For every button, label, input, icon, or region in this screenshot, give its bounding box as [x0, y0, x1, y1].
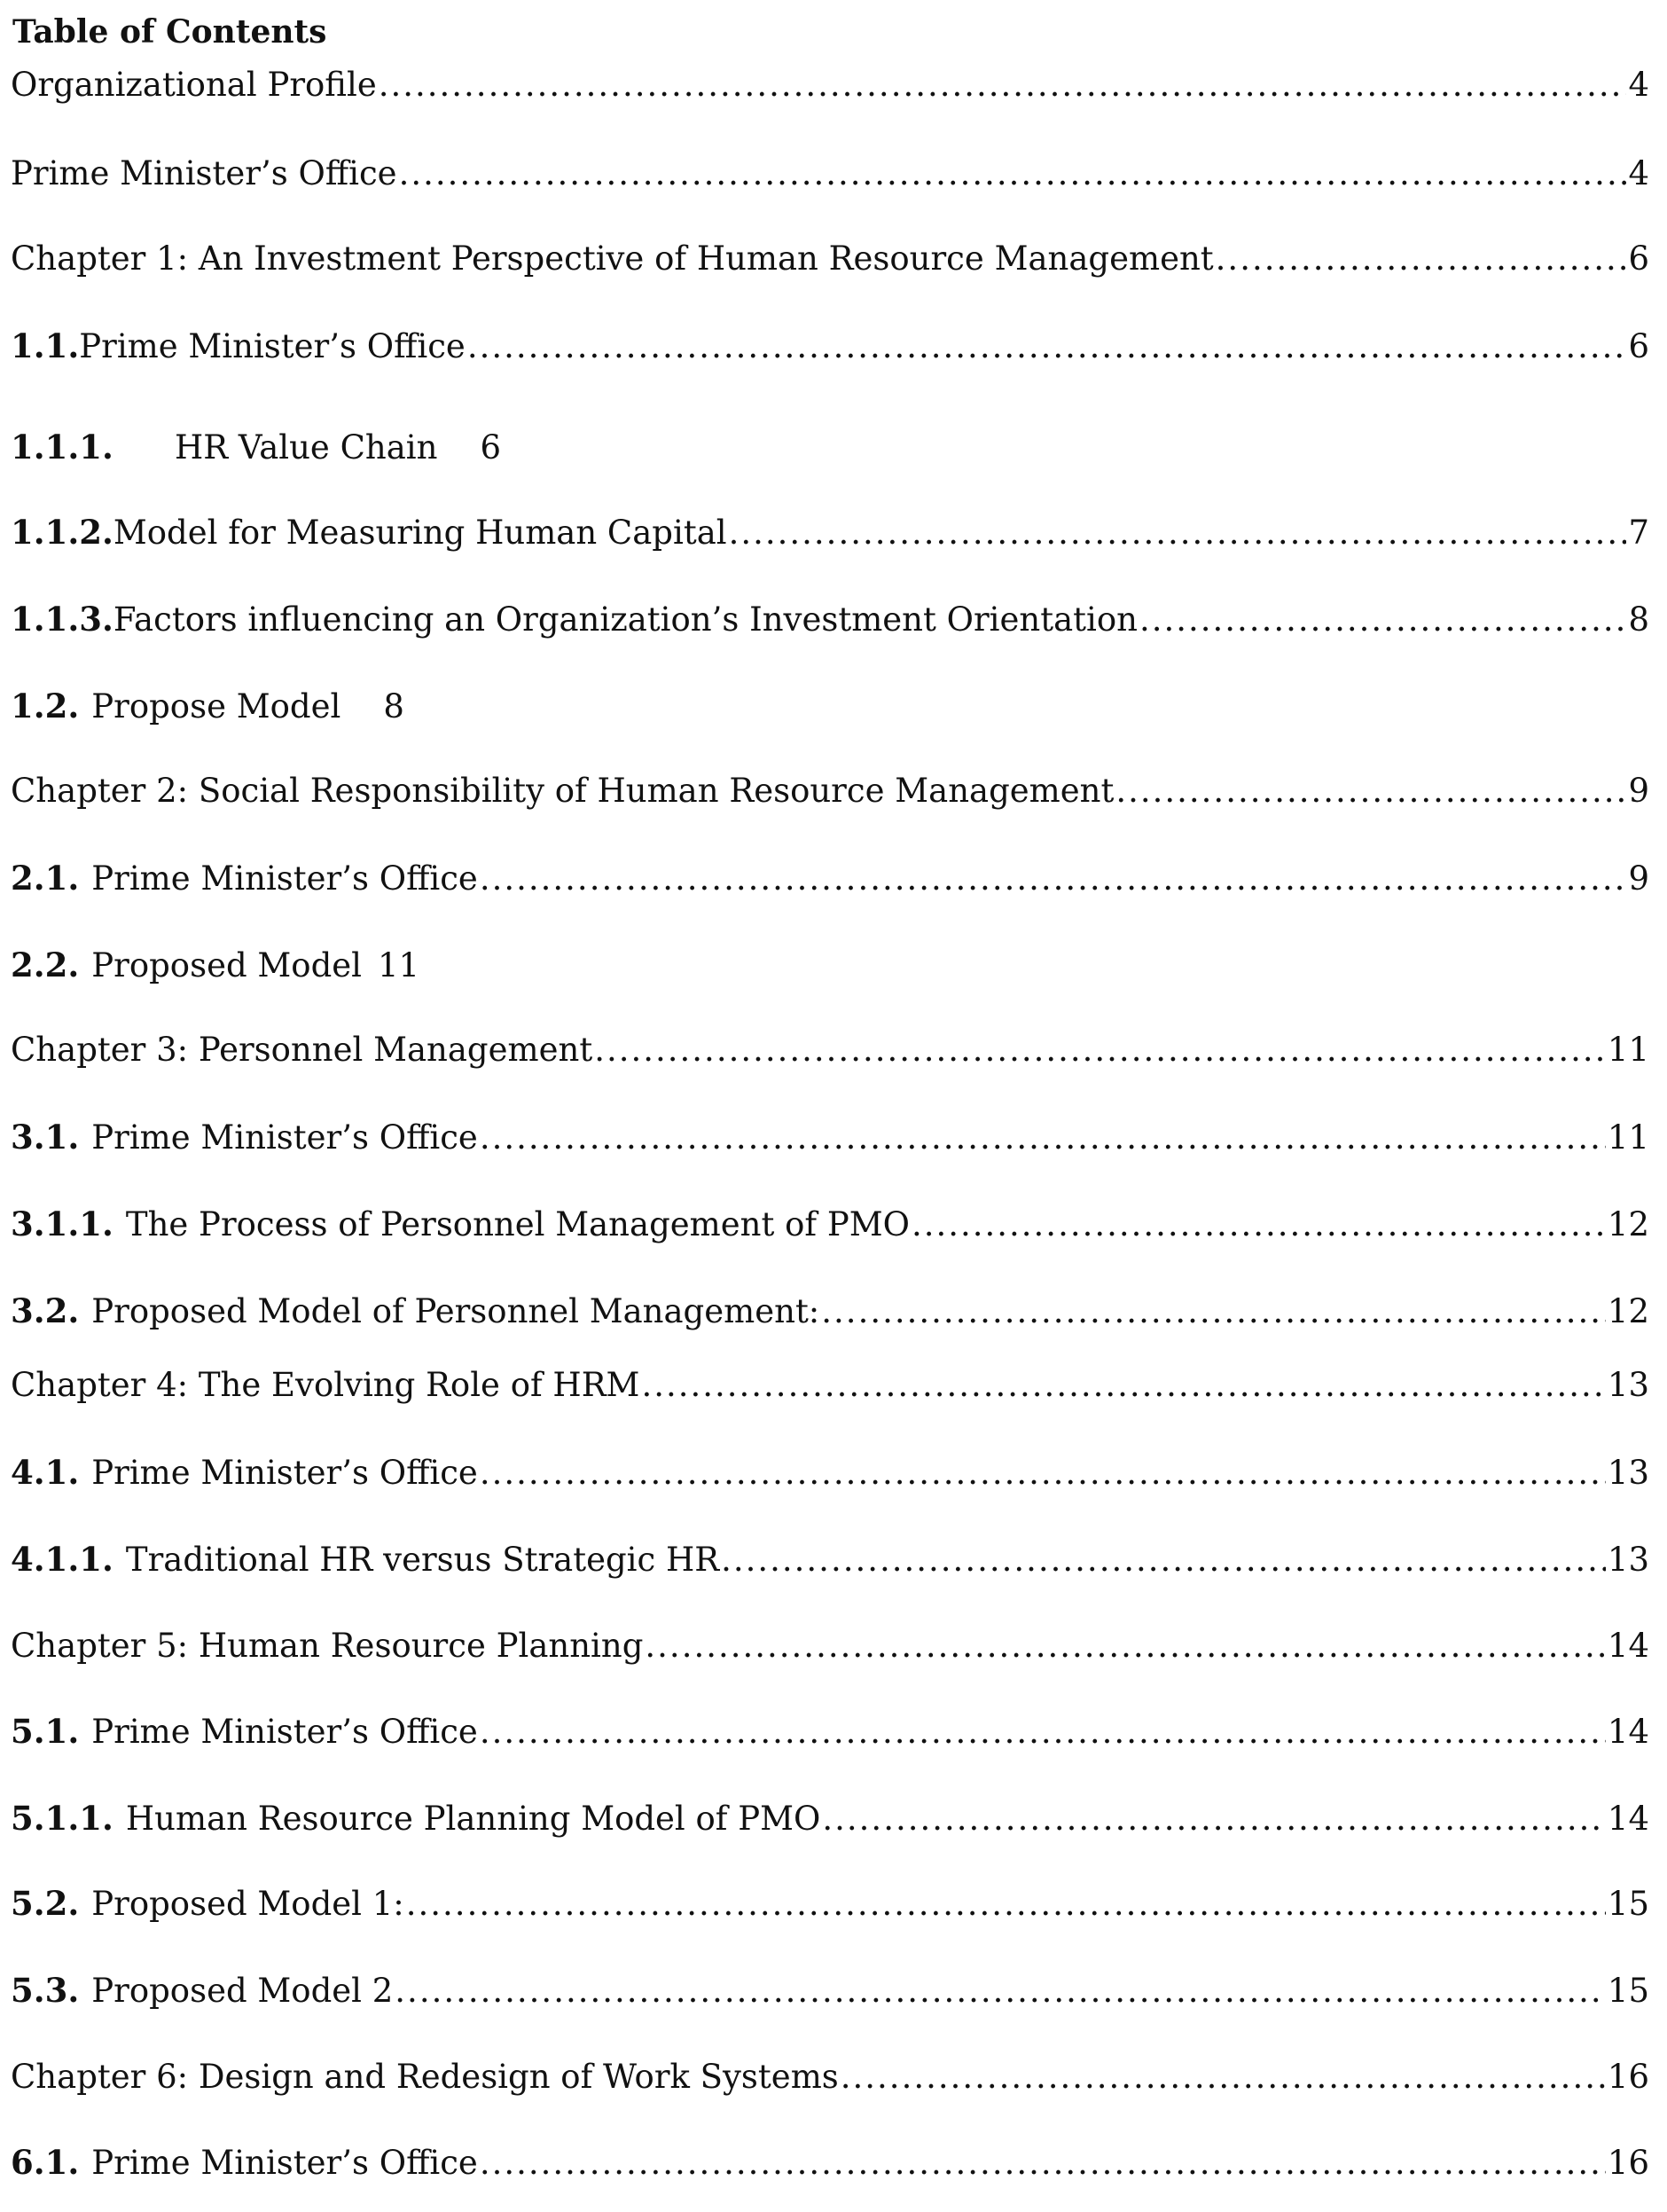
toc-entry-number: 3.2. [11, 1291, 80, 1330]
dot-leader [480, 1113, 1606, 1163]
toc-entry-page: 13 [1607, 1454, 1649, 1492]
toc-entry-page: 4 [1628, 154, 1649, 192]
toc-entry-page: 9 [1628, 772, 1649, 810]
toc-entry-title: Chapter 6: Design and Redesign of Work Systems [11, 2058, 839, 2096]
toc-entry-title: Proposed Model 1: [91, 1885, 404, 1923]
toc-entry-number: 5.3. [11, 1971, 80, 2010]
toc-entry-number: 4.1. [11, 1453, 80, 1492]
toc-entry-page: 15 [1607, 1972, 1649, 2010]
dot-leader [594, 1025, 1606, 1075]
toc-entry-5-1-1[interactable] [11, 1793, 1649, 1843]
dot-leader [1139, 595, 1627, 645]
toc-entry-4-1[interactable] [11, 1447, 1649, 1497]
toc-entry-number: 3.1.1. [11, 1204, 113, 1243]
toc-entry-number: 1.1.2. [11, 513, 113, 552]
toc-entry-title: Chapter 4: The Evolving Role of HRM [11, 1366, 640, 1404]
toc-entry-page: 11 [1607, 1031, 1649, 1069]
toc-entry-chapter-1[interactable] [11, 234, 1649, 284]
toc-entry-title: The Process of Personnel Management of PMO [125, 1205, 910, 1243]
dot-leader [821, 1287, 1606, 1337]
toc-entry-chapter-2[interactable] [11, 766, 1649, 816]
toc-entry-page: 16 [1607, 2058, 1649, 2096]
toc-entry-number: 1.2. [11, 686, 80, 726]
toc-entry-3-2[interactable] [11, 1286, 1649, 1336]
toc-entry-page: 6 [1628, 327, 1649, 365]
toc-entry-title: Proposed Model of Personnel Management: [91, 1292, 820, 1330]
toc-entry-page: 14 [1607, 1713, 1649, 1751]
toc-entry-4-1-1[interactable] [11, 1534, 1649, 1584]
toc-entry-organizational-profile[interactable] [11, 60, 1649, 110]
toc-entry-page: 15 [1607, 1885, 1649, 1923]
toc-entry-page: 11 [378, 946, 420, 984]
toc-entry-page: 6 [480, 428, 501, 467]
toc-entry-page: 4 [1628, 66, 1649, 104]
toc-entry-chapter-5[interactable] [11, 1621, 1649, 1671]
toc-entry-5-1[interactable] [11, 1706, 1649, 1756]
toc-entry-number: 1.1.1. [11, 427, 113, 467]
toc-entry-page: 13 [1607, 1541, 1649, 1579]
toc-entry-5-3[interactable] [11, 1965, 1649, 2015]
toc-entry-title: HR Value Chain [175, 428, 438, 467]
toc-entry-5-2[interactable] [11, 1879, 1649, 1928]
dot-leader [1216, 234, 1627, 284]
dot-leader [822, 1794, 1606, 1844]
toc-entry-title: Model for Measuring Human Capital [113, 514, 727, 552]
toc-entry-3-1[interactable] [11, 1112, 1649, 1162]
toc-entry-number: 1.1. [11, 326, 80, 365]
toc-entry-title: Prime Minister’s Office [91, 1118, 478, 1157]
toc-entry-title: Factors influencing an Organization’s Investment Orientation [113, 600, 1138, 639]
toc-entry-title: Prime Minister’s Office [91, 1713, 478, 1751]
toc-entry-page: 6 [1628, 239, 1649, 278]
toc-entry-prime-ministers-office[interactable] [11, 149, 1649, 199]
dot-leader [399, 149, 1627, 199]
dot-leader [841, 2052, 1606, 2102]
toc-entry-number: 5.1.1. [11, 1799, 113, 1838]
toc-entry-title: Chapter 3: Personnel Management [11, 1031, 593, 1069]
toc-entry-2-2[interactable] [11, 940, 1649, 990]
toc-entry-title: Proposed Model 2 [91, 1972, 394, 2010]
toc-entry-2-1[interactable] [11, 853, 1649, 903]
dot-leader [467, 322, 1627, 372]
toc-entry-title: Proposed Model [91, 946, 362, 984]
toc-entry-1-2[interactable] [11, 681, 1649, 731]
toc-entry-number: 5.1. [11, 1712, 80, 1751]
toc-entry-title: Propose Model [91, 687, 341, 726]
toc-entry-title: Prime Minister’s Office [91, 1454, 478, 1492]
toc-entry-page: 12 [1607, 1205, 1649, 1243]
toc-entry-1-1-2[interactable] [11, 507, 1649, 557]
toc-entry-number: 6.1. [11, 2143, 80, 2182]
toc-entry-page: 9 [1628, 859, 1649, 898]
toc-entry-1-1-1[interactable] [11, 422, 1649, 472]
toc-entry-chapter-3[interactable] [11, 1025, 1649, 1075]
toc-entry-title: Human Resource Planning Model of PMO [125, 1800, 821, 1838]
toc-entry-1-1-3[interactable] [11, 594, 1649, 644]
dot-leader [480, 1707, 1606, 1757]
toc-entry-number: 3.1. [11, 1118, 80, 1157]
dot-leader [645, 1621, 1606, 1671]
toc-entry-page: 7 [1628, 514, 1649, 552]
dot-leader [406, 1879, 1606, 1929]
toc-entry-page: 14 [1607, 1627, 1649, 1665]
toc-entry-chapter-6[interactable] [11, 2052, 1649, 2102]
toc-entry-number: 2.1. [11, 859, 80, 898]
toc-entry-page: 14 [1607, 1800, 1649, 1838]
dot-leader [721, 1535, 1606, 1585]
toc-entry-title: Prime Minister’s Office [11, 154, 397, 192]
toc-entry-number: 1.1.3. [11, 600, 113, 639]
toc-entry-3-1-1[interactable] [11, 1199, 1649, 1249]
toc-entry-title: Prime Minister’s Office [79, 327, 466, 365]
dot-leader [480, 854, 1627, 904]
toc-entry-page: 8 [1628, 600, 1649, 639]
toc-entry-title: Chapter 2: Social Responsibility of Human Resource Management [11, 772, 1115, 810]
toc-heading: Table of Contents [12, 13, 327, 51]
toc-entry-title: Prime Minister’s Office [91, 2144, 478, 2182]
toc-entry-page: 11 [1607, 1118, 1649, 1157]
toc-entry-title: Traditional HR versus Strategic HR [125, 1541, 720, 1579]
toc-entry-title: Organizational Profile [11, 66, 377, 104]
toc-entry-number: 5.2. [11, 1884, 80, 1923]
toc-entry-page: 16 [1607, 2144, 1649, 2182]
toc-entry-page: 12 [1607, 1292, 1649, 1330]
dot-leader [395, 1966, 1606, 2016]
toc-entry-number: 4.1.1. [11, 1540, 113, 1579]
toc-entry-page: 13 [1607, 1366, 1649, 1404]
dot-leader [729, 508, 1627, 558]
toc-entry-title: Chapter 5: Human Resource Planning [11, 1627, 644, 1665]
toc-entry-page: 8 [383, 687, 404, 726]
dot-leader [480, 2138, 1606, 2188]
toc-entry-title: Chapter 1: An Investment Perspective of Human Resource Management [11, 239, 1214, 278]
toc-entry-chapter-4[interactable] [11, 1361, 1649, 1410]
toc-entry-number: 2.2. [11, 945, 80, 984]
dot-leader [912, 1200, 1606, 1250]
dot-leader [1115, 766, 1626, 816]
toc-entry-1-1[interactable] [11, 321, 1649, 371]
dot-leader [480, 1448, 1606, 1498]
dot-leader [379, 60, 1627, 110]
toc-entry-title: Prime Minister’s Office [91, 859, 478, 898]
dot-leader [641, 1361, 1605, 1410]
toc-entry-6-1[interactable] [11, 2137, 1649, 2187]
